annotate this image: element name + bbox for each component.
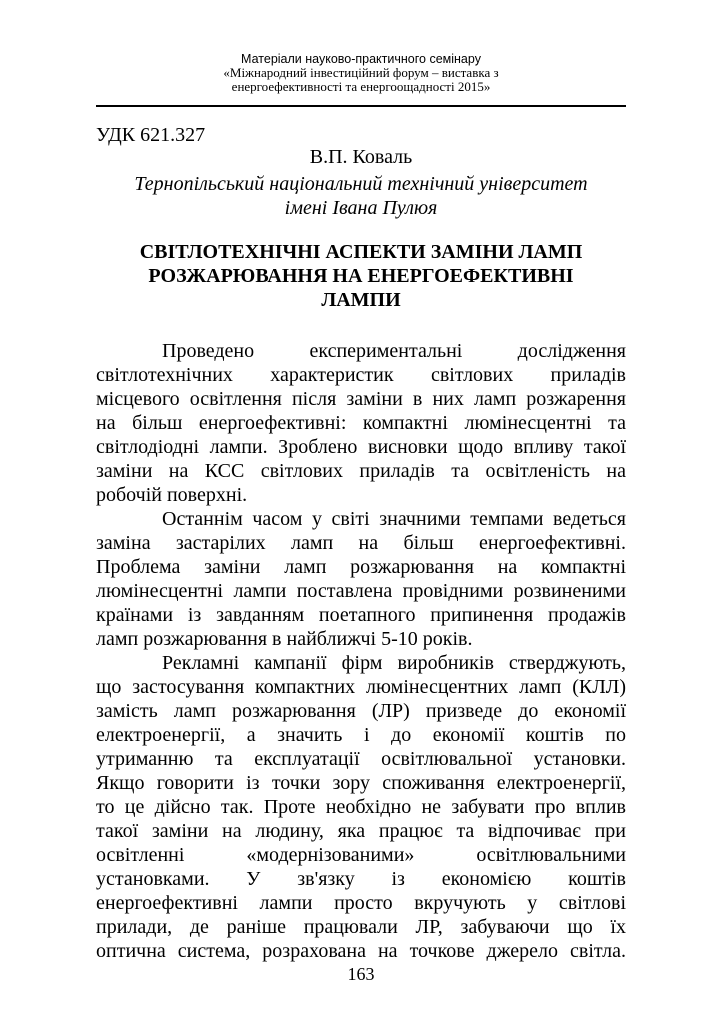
affiliation-line-2: імені Івана Пулюя: [284, 197, 438, 219]
header-line-3: енергоефективності та енергоощадності 2015»: [231, 79, 491, 94]
body-line: світлотехнічних характеристик світлових приладів: [96, 364, 626, 386]
body-line: утриманню та експлуатації освітлювальної установки.: [96, 748, 626, 770]
body-line: ламп розжарювання в найближчі 5-10 років.: [96, 628, 473, 650]
body-line: Рекламні кампанії фірм виробників стверджують,: [162, 652, 626, 674]
header-line-2: «Міжнародний інвестиційний форум – виставка з: [223, 65, 499, 80]
body-line: то це дійсно так. Проте необхідно не забувати про вплив: [96, 796, 626, 818]
body-line: установками. У зв'язку із економією коштів: [96, 868, 626, 890]
body-line: енергоефективні лампи просто вкручують у світлові: [96, 892, 626, 914]
body-line: прилади, де раніше працювали ЛР, забуваючи що їх: [96, 916, 626, 938]
paper-title: [96, 240, 626, 312]
body-line: Якщо говорити із точки зору споживання електроенергії,: [96, 772, 626, 794]
body-line: заміни на КСС світлових приладів та освітленість на: [96, 460, 626, 482]
page-number: 163: [347, 964, 375, 984]
body-line: що застосування компактних люмінесцентних ламп (КЛЛ): [96, 676, 626, 698]
header-divider: [96, 105, 626, 107]
body-line: освітленні «модернізованими» освітлювальними: [96, 844, 626, 866]
body-line: світлодіодні лампи. Зроблено висновки щодо впливу такої: [96, 436, 626, 458]
affiliation-line-1: Тернопільський національний технічний університет: [134, 173, 588, 195]
udc-code: УДК 621.327: [96, 124, 206, 146]
body-line: люмінесцентні лампи поставлена провідними розвиненими: [96, 580, 626, 602]
body-line: електроенергії, а значить і до економії коштів по: [96, 724, 626, 746]
body-line: такої заміни на людину, яка працює та відпочиває при: [96, 820, 626, 842]
body-line: оптична система, розрахована на точкове джерело світла.: [96, 940, 626, 962]
body-line: Проведено експериментальні дослідження: [162, 340, 626, 362]
body-text: [96, 339, 626, 963]
title-line-1: СВІТЛОТЕХНІЧНІ АСПЕКТИ ЗАМІНИ ЛАМП: [139, 241, 583, 263]
body-line: робочій поверхні.: [96, 484, 248, 506]
title-line-2: РОЗЖАРЮВАННЯ НА ЕНЕРГОЕФЕКТИВНІ: [148, 265, 574, 287]
author-name: В.П. Коваль: [309, 146, 413, 168]
running-header: [96, 52, 626, 94]
body-line: Останнім часом у світі значними темпами ведеться: [162, 508, 626, 530]
affiliation: [96, 172, 626, 220]
body-line: місцевого освітлення після заміни в них ламп розжарення: [96, 388, 626, 410]
body-line: на більш енергоефективні: компактні люмінесцентні та: [96, 412, 626, 434]
body-line: заміна застарілих ламп на більш енергоефективні.: [96, 532, 626, 554]
body-line: замість ламп розжарювання (ЛР) призведе до економії: [96, 700, 626, 722]
body-line: країнами із завданням поетапного припинення продажів: [96, 604, 626, 626]
body-line: Проблема заміни ламп розжарювання на компактні: [96, 556, 626, 578]
title-line-3: ЛАМПИ: [321, 289, 401, 311]
header-line-1: Матеріали науково-практичного семінару: [241, 52, 481, 66]
